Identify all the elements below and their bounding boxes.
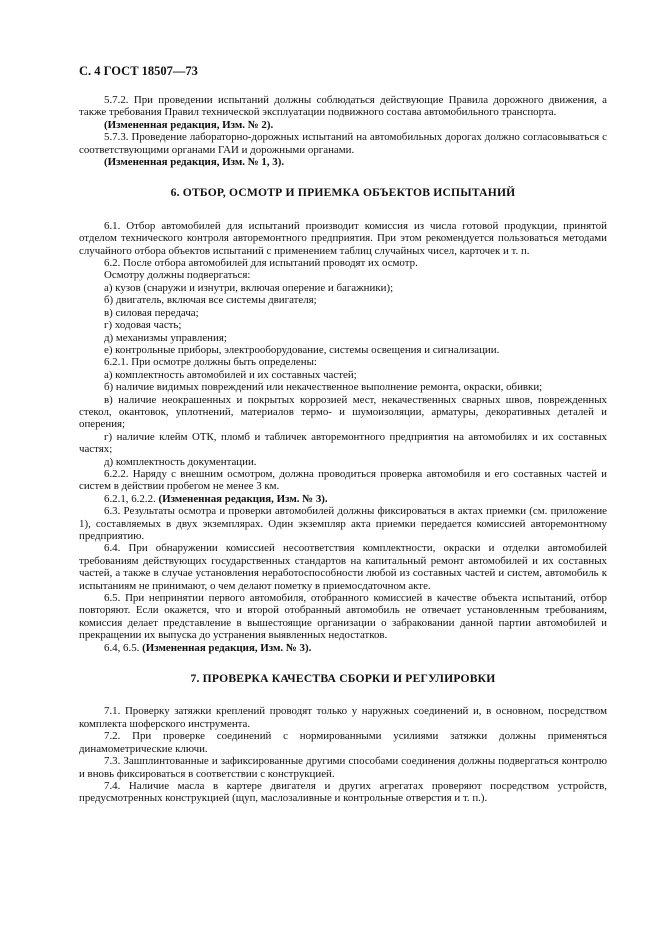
paragraph-7-1: 7.1. Проверку затяжки креплений проводят только у наружных соединений и, в основном, посредством комплекта шоферского инструмента. — [79, 705, 607, 730]
paragraph-5-7-3: 5.7.3. Проведение лабораторно-дорожных испытаний на автомобильных дорогах должно согласовываться с соответствующими органами ГАИ и дорожными органами. — [79, 131, 607, 156]
section-6-title: 6. ОТБОР, ОСМОТР И ПРИЕМКА ОБЪЕКТОВ ИСПЫТАНИЙ — [170, 186, 516, 200]
paragraph-6-2: 6.2. После отбора автомобилей для испытаний проводят их осмотр. — [104, 257, 418, 270]
document-body — [79, 94, 607, 805]
amendment-note — [79, 493, 607, 505]
paragraph-6-5: 6.5. При непринятии первого автомобиля, отобранного комиссией в качестве объекта испытаний, отбор повторяют. Если окажется, что и второй отобранный автомобиль не отвечает установленным требованиям, комиссия делает представление в вышестоящие организации о забраковании данной партии автомобилей и прекращении их выпуска до устранения выявленных недостатков. — [79, 592, 607, 642]
paragraph-6-2-intro: Осмотру должны подвергаться: — [104, 269, 251, 282]
list-item: б) наличие видимых повреждений или некачественное выполнение ремонта, окраски, обивки; — [104, 381, 543, 394]
amendment-note — [79, 156, 607, 168]
list-item: в) наличие неокрашенных и покрытых коррозией мест, некачественных сварных швов, поврежденных стекол, окантовок, уплотнений, материалов термо- и шумоизоляции, арматуры, декоративных деталей и оперения; — [79, 393, 607, 431]
amendment-bold: (Измененная редакция, Изм. № 2). — [104, 118, 274, 131]
page-header: С. 4 ГОСТ 18507—73 — [79, 64, 198, 78]
paragraph-6-2-1: 6.2.1. При осмотре должны быть определены: — [104, 356, 317, 369]
list-item: г) ходовая часть; — [104, 319, 182, 332]
list-item: е) контрольные приборы, электрооборудование, системы освещения и сигнализации. — [104, 343, 500, 356]
amendment-bold: (Измененная редакция, Изм. № 1, 3). — [104, 156, 285, 169]
amendment-prefix: 6.4, 6.5. — [104, 641, 140, 654]
amendment-prefix: 6.2.1, 6.2.2. — [104, 492, 156, 505]
amendment-note — [79, 642, 607, 654]
paragraph-6-4: 6.4. При обнаружении комиссией несоответствия комплектности, окраски и отделки автомобилей требованиям действующих государственных стандартов на капитальный ремонт автомобилей и их составных частей, а также в случае установления неработоспособности любой из составных частей и систем, автомобиль к испытаниям не принимают, о чем делают пометку в приемосдаточном акте. — [79, 542, 607, 592]
list-item: в) силовая передача; — [104, 306, 199, 319]
list-item: г) наличие клейм ОТК, пломб и табличек авторемонтного предприятия на автомобилях и их составных частях; — [79, 430, 607, 456]
paragraph-6-1: 6.1. Отбор автомобилей для испытаний производит комиссия из числа готовой продукции, принятой отделом технического контроля авторемонтного предприятия. При этом рекомендуется пользоваться методами случайного отбора объектов испытаний с применением таблиц случайных чисел, карточек и т. п. — [79, 219, 607, 257]
paragraph-7-3: 7.3. Зашплинтованные и зафиксированные другими способами соединения должны подвергаться контролю и вновь фиксироваться в соответствии с конструкцией. — [79, 755, 607, 780]
paragraph-6-2-2: 6.2.2. Наряду с внешним осмотром, должна проводиться проверка автомобиля и его составных частей и систем в действии пробегом не менее 3 км. — [79, 467, 607, 493]
list-item: а) комплектность автомобилей и их составных частей; — [104, 368, 357, 381]
paragraph-7-4: 7.4. Наличие масла в картере двигателя и других агрегатах проверяют посредством устройств, предусмотренных конструкцией (щуп, маслозаливные и контрольные отверстия и т. п.). — [79, 779, 607, 805]
amendment-note — [79, 119, 607, 131]
list-item: д) комплектность документации. — [104, 455, 257, 468]
list-item: а) кузов (снаружи и изнутри, включая оперение и багажники); — [104, 281, 394, 294]
amendment-bold: (Измененная редакция, Изм. № 3). — [158, 492, 328, 505]
paragraph-6-3: 6.3. Результаты осмотра и проверки автомобилей должны фиксироваться в актах приемки (см. приложение 1), составляемых в двух экземплярах. Один экземпляр акта приемки передается комиссией авторемонтному предприятию. — [79, 505, 607, 542]
list-item: б) двигатель, включая все системы двигателя; — [104, 294, 317, 307]
section-7-title: 7. ПРОВЕРКА КАЧЕСТВА СБОРКИ И РЕГУЛИРОВКИ — [190, 672, 496, 686]
list-item: д) механизмы управления; — [104, 331, 227, 344]
paragraph-7-2: 7.2. При проверке соединений с нормированными усилиями затяжки должны применяться динамометрические ключи. — [79, 730, 607, 755]
amendment-bold: (Измененная редакция, Изм. № 3). — [142, 641, 312, 654]
paragraph-5-7-2: 5.7.2. При проведении испытаний должны соблюдаться действующие Правила дорожного движения, а также требования Правил технической эксплуатации подвижного состава автомобильного транспорта. — [79, 94, 607, 119]
